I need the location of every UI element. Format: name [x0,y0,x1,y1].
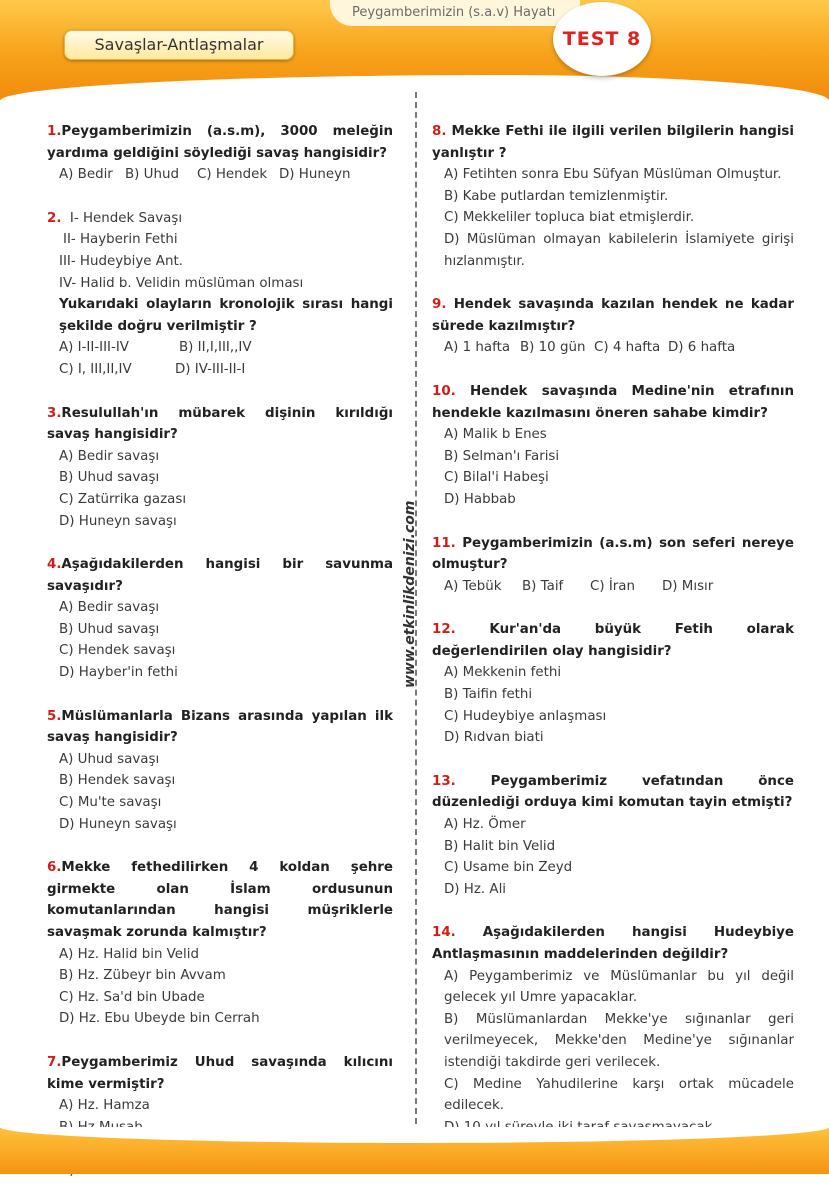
option-a[interactable]: A) Bedir savaşı [59,448,160,464]
option-d[interactable]: D) Hayber'in fethi [59,665,178,681]
question-number: 4. [47,557,62,573]
options-row [432,337,794,359]
left-column [47,121,393,1204]
statement-iii: III- Hudeybiye Ant. [59,253,183,269]
question-number: 13. [432,773,456,789]
question-text: 13. Peygamberimiz vefatından önce düzenlediği orduya kimi komutan tayin etmişti? [432,773,794,811]
option-c[interactable]: C) I, III,II,IV [59,361,132,377]
option-c[interactable]: C) 4 hafta [594,340,661,356]
question-1 [47,121,393,186]
question-number: 1. [47,124,62,139]
statement-iv: IV- Halid b. Velidin müslüman olması [59,275,304,291]
option-b[interactable]: B) 10 gün [520,340,586,356]
question-text: 9. Hendek savaşında kazılan hendek ne kadar sürede kazılmıştır? [432,297,794,334]
statement-i: 2. I- Hendek Savaşı [47,210,183,226]
option-a[interactable]: A) Malik b Enes [444,427,547,443]
option-c[interactable]: C) İran [590,578,635,594]
option-c[interactable]: C) Usame bin Zeyd [444,860,573,876]
option-d[interactable]: D) Huneyn savaşı [59,816,177,832]
question-text: 12. Kur'an'da büyük Fetih olarak değerlendirilen olay hangisidir? [432,622,794,659]
options-row [47,359,393,381]
option-b[interactable]: B) Uhud savaşı [59,470,160,486]
option-b[interactable]: B) Müslümanlardan Mekke'ye sığınanlar geri verilmeyecek, Mekke'den Medine'ye sığınanlar istendiği takdirde geri verilecek. [444,1011,794,1070]
question-number: 12. [432,622,456,638]
question-text: 11. Peygamberimizin (a.s.m) son seferi nereye olmuştur? [432,535,794,573]
option-b[interactable]: B) Taifin fethi [444,687,533,703]
question-number: 6. [47,860,62,876]
option-a[interactable]: A) Peygamberimiz ve Müslümanlar bu yıl değil gelecek yıl Umre yapacaklar. [444,968,794,1006]
statement-ii: II- Hayberin Fethi [63,232,178,248]
option-a[interactable]: A) Hz. Halid bin Velid [59,946,199,962]
page-footer [0,1128,829,1174]
question-10 [432,381,794,511]
option-d[interactable]: D) Huneyn savaşı [59,513,177,529]
option-d[interactable]: D) Rıdvan biati [444,730,544,746]
option-b[interactable]: B) Uhud savaşı [59,621,160,637]
option-c[interactable]: C) Mu'te savaşı [59,795,162,811]
option-d[interactable]: D) Mısır [662,578,714,594]
page-header [0,0,829,100]
option-c[interactable]: C) Mekkeliler topluca biat etmişlerdir. [444,210,695,226]
question-text: 7.Peygamberimiz Uhud savaşında kılıcını kime vermiştir? [47,1054,393,1092]
question-text: 5.Müslümanlarla Bizans arasında yapılan ilk savaş hangisidir? [47,708,393,746]
subject-title: Peygamberimizin (s.a.v) Hayatı [352,5,556,20]
question-text: 1.Peygamberimizin (a.s.m), 3000 meleğin yardıma geldiğini söylediği savaş hangisidir? [47,124,393,161]
option-d[interactable]: D) Habbab [444,491,516,507]
question-number: 5. [47,708,62,724]
question-6 [47,857,393,1030]
question-9 [432,294,794,359]
question-13 [432,771,794,901]
watermark: www.etkinlikdenizi.com [402,500,418,688]
right-column [432,121,794,1160]
option-d[interactable]: D) Hz. Ebu Ubeyde bin Cerrah [59,1011,260,1027]
option-a[interactable]: A) Uhud savaşı [59,751,160,767]
question-text: 10. Hendek savaşında Medine'nin etrafının hendekle kazılmasını öneren sahabe kimdir? [432,383,794,421]
question-number: 10. [432,383,456,399]
question-12 [432,619,794,749]
option-a[interactable]: A) Bedir [59,167,113,183]
option-c[interactable]: C) Medine Yahudilerine karşı ortak mücadele edilecek. [444,1076,794,1114]
question-8 [432,121,794,272]
option-a[interactable]: A) Bedir savaşı [59,600,160,616]
question-text: 3.Resulullah'ın mübarek dişinin kırıldığı savaş hangisidir? [47,405,393,443]
question-number: 2. [47,210,62,226]
option-a[interactable]: A) Hz. Ömer [444,817,526,833]
question-number: 8. [432,124,447,139]
question-14 [432,922,794,1138]
question-text: 6.Mekke fethedilirken 4 koldan şehre girmekte olan İslam ordusunun komutanlarından hangisi müşriklerle savaşmak zorunda kalmıştır? [47,860,393,940]
option-d[interactable]: D) 6 hafta [668,340,736,356]
question-number: 11. [432,535,456,551]
test-badge [553,2,651,76]
option-c[interactable]: C) Hendek [197,167,268,183]
topic-text: Savaşlar-Antlaşmalar [94,35,264,54]
option-b[interactable]: B) II,I,III,,IV [179,340,252,356]
option-a[interactable]: A) Tebük [444,578,502,594]
question-text: 8. Mekke Fethi ile ilgili verilen bilgilerin hangisi yanlıştır ? [432,124,794,161]
question-number: 3. [47,405,62,421]
option-a[interactable]: A) Mekkenin fethi [444,665,562,681]
question-4 [47,554,393,684]
question-11 [432,533,794,598]
options-row [47,337,393,359]
test-number: TEST 8 [562,28,642,50]
option-a[interactable]: A) Hz. Hamza [59,1098,150,1114]
option-b[interactable]: B) Hendek savaşı [59,773,176,789]
question-3 [47,403,393,533]
options-row [47,164,393,186]
question-number: 7. [47,1054,62,1070]
question-text: 14. Aşağıdakilerden hangisi Hudeybiye Antlaşmasının maddelerinden değildir? [432,925,794,962]
option-b[interactable]: B) Halit bin Velid [444,838,556,854]
question-5 [47,706,393,836]
option-b[interactable]: B) Hz. Zübeyr bin Avvam [59,968,226,984]
option-b[interactable]: B) Uhud [125,167,179,183]
option-a[interactable]: A) I-II-III-IV [59,340,129,356]
question-text: Yukarıdaki olayların kronolojik sırası hangi şekilde doğru verilmiştir ? [59,297,393,334]
question-number: 14. [432,925,456,941]
option-d[interactable]: D) IV-III-II-I [175,361,246,377]
option-d[interactable]: D) Müslüman olmayan kabilelerin İslamiyete girişi hızlanmıştır. [444,231,794,269]
option-c[interactable]: C) Hudeybiye anlaşması [444,708,607,724]
option-d[interactable]: D) Hz. Ali [444,881,507,897]
topic-label [64,30,294,60]
option-a[interactable]: A) Fetihten sonra Ebu Süfyan Müslüman Olmuştur. [444,167,782,183]
option-a[interactable]: A) 1 hafta [444,340,511,356]
option-c[interactable]: C) Bilal'i Habeşi [444,470,549,486]
option-d[interactable]: D) Huneyn [279,167,351,183]
options-row [432,576,794,598]
option-c[interactable]: C) Hendek savaşı [59,643,176,659]
question-text: 4.Aşağıdakilerden hangisi bir savunma savaşıdır? [47,557,393,594]
question-2 [47,208,393,381]
option-c[interactable]: C) Zatürrika gazası [59,491,187,507]
option-c[interactable]: C) Hz. Sa'd bin Ubade [59,989,205,1005]
option-b[interactable]: B) Selman'ı Farisi [444,448,560,464]
option-b[interactable]: B) Kabe putlardan temizlenmiştir. [444,188,669,204]
question-number: 9. [432,297,447,313]
option-b[interactable]: B) Taif [522,578,564,594]
